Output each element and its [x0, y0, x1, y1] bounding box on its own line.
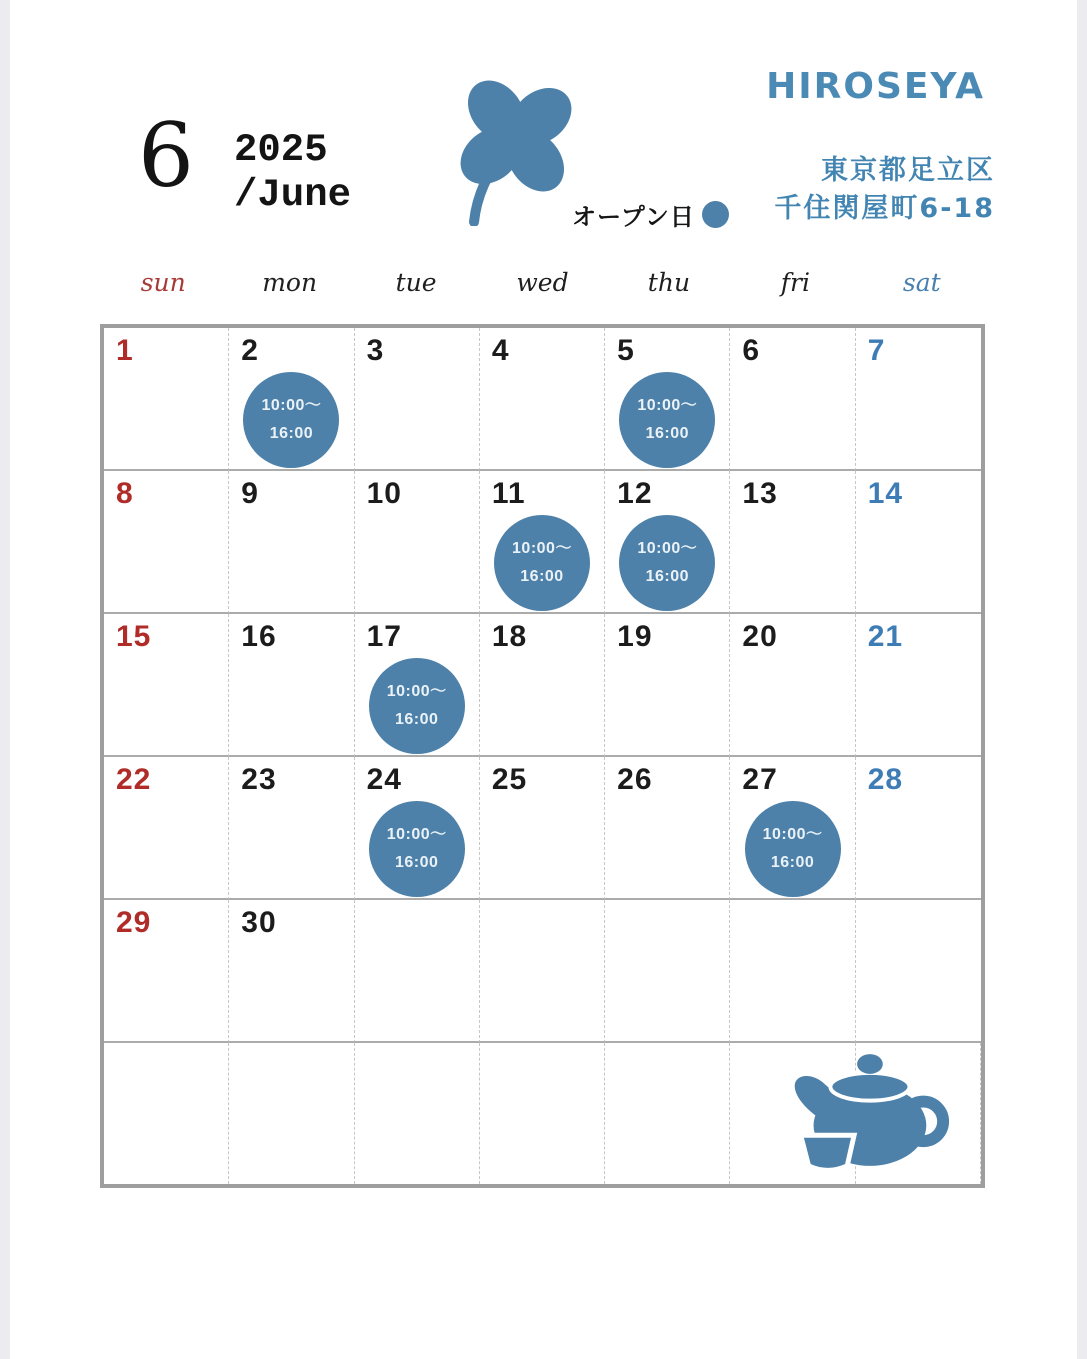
day-number: 18: [491, 620, 528, 653]
calendar-day-cell: [730, 614, 855, 757]
day-number: 6: [742, 334, 761, 367]
address-line-1: 東京都足立区: [821, 155, 995, 186]
open-day-circle: [619, 515, 715, 611]
open-time-start: 10:00〜: [637, 397, 698, 414]
footer-cell: [605, 1043, 730, 1184]
calendar-day-cell: [605, 900, 730, 1043]
day-number: [480, 900, 604, 906]
open-time-end: 16:00: [645, 568, 689, 585]
calendar-day-cell: [229, 757, 354, 900]
calendar-day-cell: [730, 900, 855, 1043]
legend-label: オープン日: [572, 202, 695, 231]
calendar-day-cell: [856, 471, 981, 614]
day-number: 17: [366, 620, 402, 653]
day-number: [730, 900, 854, 906]
day-number: 2: [241, 334, 259, 367]
calendar-day-cell: [480, 757, 605, 900]
calendar-day-cell: [355, 471, 480, 614]
day-number: [856, 900, 981, 906]
open-time-start: 10:00〜: [762, 826, 823, 843]
open-day-legend: [572, 194, 729, 234]
open-day-dot: [702, 201, 729, 228]
footer-cell: [104, 1043, 229, 1184]
open-day-circle: [369, 801, 465, 897]
day-number: 27: [742, 763, 778, 796]
day-number: 15: [116, 620, 152, 653]
open-day-circle: [494, 515, 590, 611]
calendar-day-cell: [229, 328, 354, 471]
day-number: 14: [867, 477, 904, 510]
footer-cell: [355, 1043, 480, 1184]
calendar-day-cell: [355, 900, 480, 1043]
weekday-header: [100, 268, 985, 304]
day-number: 5: [617, 334, 635, 367]
calendar-day-cell: [605, 614, 730, 757]
calendar-day-cell: [605, 328, 730, 471]
calendar-day-cell: [104, 614, 229, 757]
day-number: 4: [491, 334, 510, 367]
day-number: 13: [742, 477, 778, 510]
calendar-day-cell: [355, 328, 480, 471]
month-name-label: /June: [234, 173, 352, 217]
calendar-footer-row: [104, 1043, 981, 1184]
weekday-label-sun: sun: [140, 268, 186, 297]
day-number: 22: [116, 763, 152, 796]
calendar-day-cell: [856, 757, 981, 900]
day-number: 23: [241, 763, 277, 796]
calendar-day-cell: [229, 471, 354, 614]
day-number: [605, 900, 729, 906]
day-number: 3: [366, 334, 385, 367]
weekday-label-fri: fri: [780, 268, 810, 297]
footer-cell: [480, 1043, 605, 1184]
weekday-label-sat: sat: [902, 268, 941, 297]
day-number: 12: [617, 477, 653, 510]
day-number: 26: [617, 763, 653, 796]
teapot-icon: [775, 1050, 953, 1174]
calendar-day-cell: [480, 471, 605, 614]
open-time-end: 16:00: [645, 425, 689, 442]
day-number: 10: [366, 477, 402, 510]
calendar-day-cell: [104, 757, 229, 900]
shop-address: [774, 152, 995, 228]
calendar-day-cell: [605, 471, 730, 614]
calendar-day-cell: [355, 614, 480, 757]
weekday-label-wed: wed: [516, 268, 569, 297]
day-number: [355, 900, 479, 906]
calendar-day-cell: [730, 757, 855, 900]
open-time-end: 16:00: [394, 854, 439, 871]
day-number: 1: [116, 334, 134, 367]
open-day-circle: [243, 372, 339, 468]
calendar-page: [10, 0, 1077, 1359]
day-number: 7: [867, 334, 886, 367]
calendar-day-cell: [856, 328, 981, 471]
calendar-day-cell: [480, 614, 605, 757]
shop-name: HIROSEYA: [766, 66, 985, 107]
footer-cell: [229, 1043, 354, 1184]
calendar-day-cell: [104, 328, 229, 471]
open-time-start: 10:00〜: [386, 826, 447, 843]
calendar-day-cell: [355, 757, 480, 900]
month-number: 6: [138, 104, 194, 207]
day-number: 20: [742, 620, 778, 653]
weekday-label-mon: mon: [262, 268, 318, 297]
calendar-day-cell: [104, 900, 229, 1043]
calendar-day-cell: [229, 900, 354, 1043]
day-number: 29: [116, 906, 152, 939]
open-time-end: 16:00: [520, 568, 564, 585]
day-number: 30: [241, 906, 277, 939]
open-time-end: 16:00: [770, 854, 815, 871]
day-number: 24: [366, 763, 402, 796]
calendar-day-cell: [229, 614, 354, 757]
open-day-circle: [369, 658, 465, 754]
day-number: 28: [867, 763, 904, 796]
weekday-label-tue: tue: [395, 268, 437, 297]
day-number: 9: [241, 477, 259, 510]
calendar-day-cell: [480, 328, 605, 471]
open-time-start: 10:00〜: [512, 540, 572, 557]
day-number: 21: [867, 620, 904, 653]
calendar-day-cell: [605, 757, 730, 900]
calendar-day-cell: [856, 900, 981, 1043]
open-time-end: 16:00: [269, 425, 314, 442]
open-time-start: 10:00〜: [261, 397, 322, 414]
calendar-grid: [100, 324, 985, 1188]
year-month-label: [234, 128, 351, 218]
day-number: 19: [617, 620, 653, 653]
year-label: 2025: [234, 128, 328, 172]
calendar-day-cell: [104, 471, 229, 614]
calendar-day-cell: [730, 471, 855, 614]
clover-icon: [438, 74, 576, 226]
day-number: 25: [491, 763, 528, 796]
open-time-end: 16:00: [394, 711, 439, 728]
open-time-start: 10:00〜: [637, 540, 698, 557]
open-day-circle: [619, 372, 715, 468]
calendar-day-cell: [480, 900, 605, 1043]
day-number: 11: [491, 477, 526, 510]
day-number: 16: [241, 620, 277, 653]
open-day-circle: [745, 801, 841, 897]
weekday-label-thu: thu: [647, 268, 691, 297]
calendar-day-cell: [856, 614, 981, 757]
day-number: 8: [116, 477, 134, 510]
calendar-day-cell: [730, 328, 855, 471]
address-line-2: 千住関屋町6-18: [774, 193, 995, 224]
open-time-start: 10:00〜: [386, 683, 447, 700]
